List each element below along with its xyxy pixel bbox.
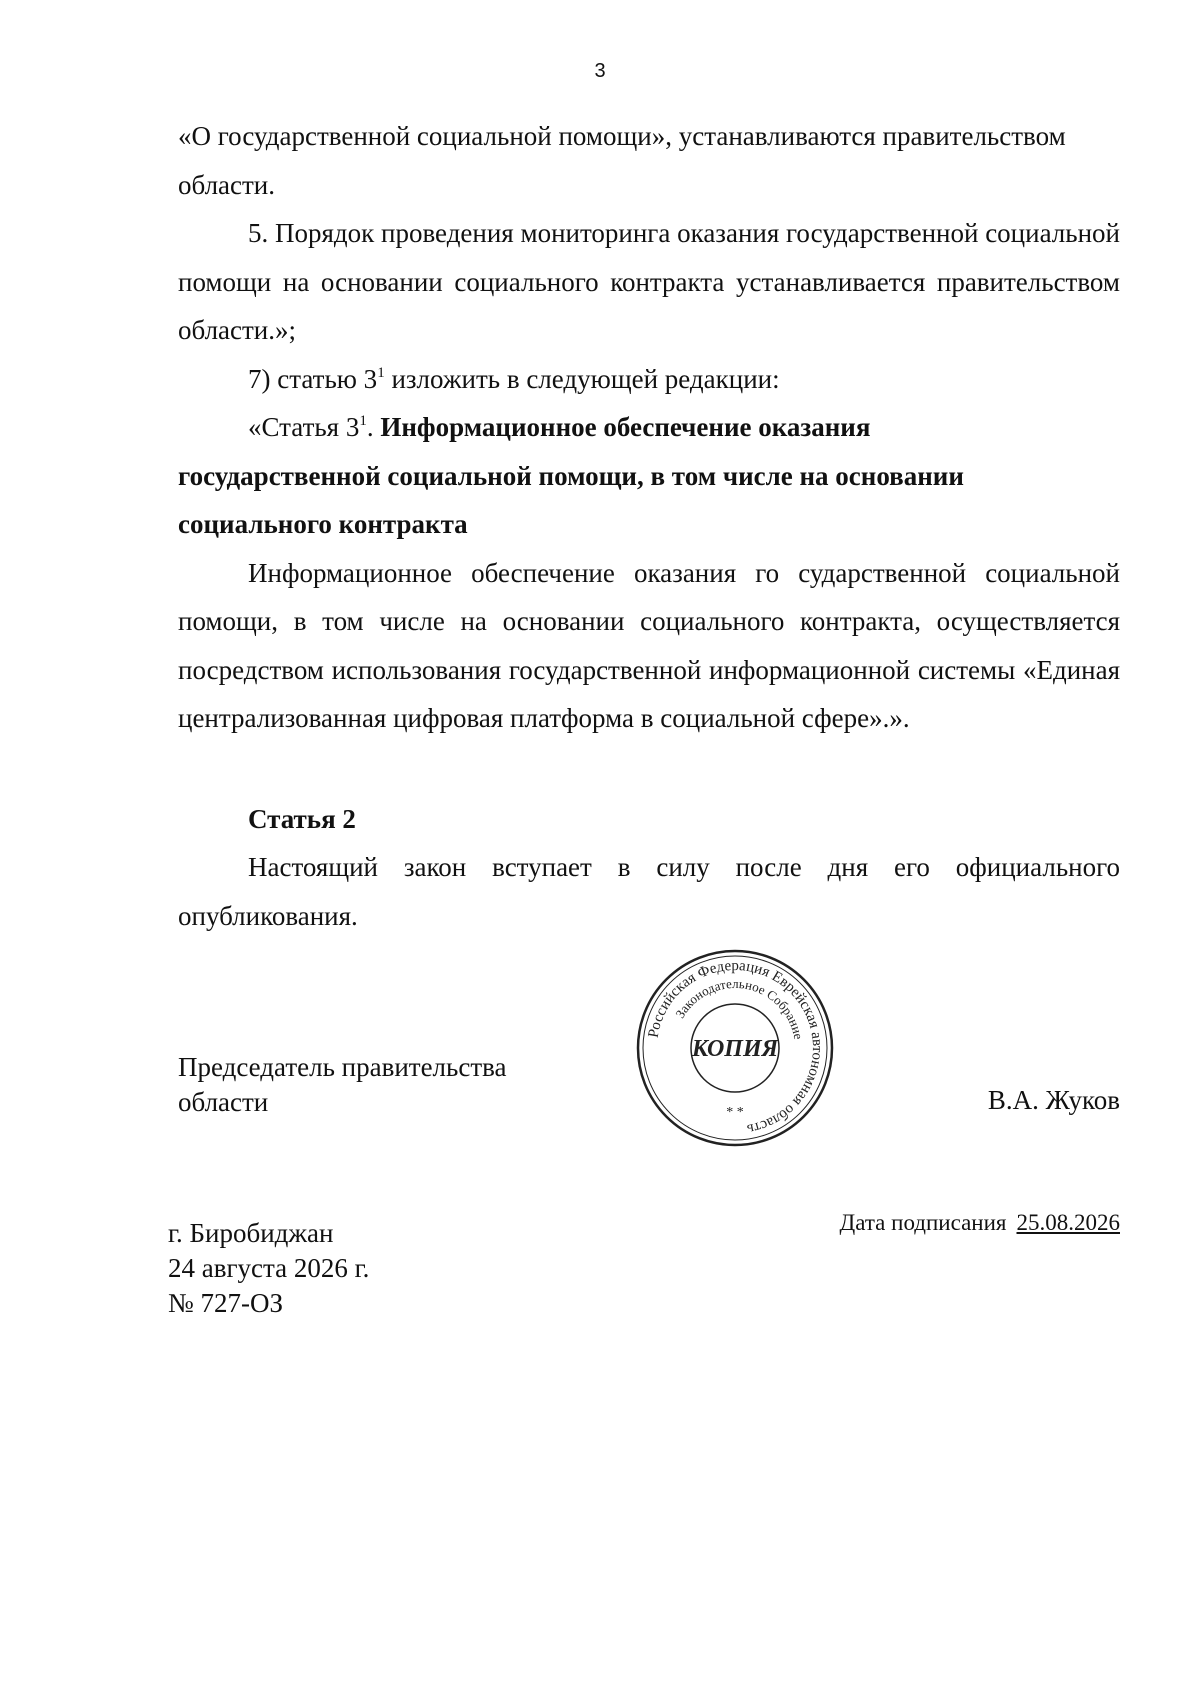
- official-stamp: [635, 948, 835, 1148]
- article-3-1-heading-line-1: [178, 403, 1120, 452]
- signing-date-label: Дата подписания: [839, 1210, 1007, 1235]
- signer-name: В.А. Жуков: [987, 1085, 1120, 1115]
- article-3-1-body: Информационное обеспечение оказания го сударственной социальной помощи, в том числе на основании социального контракта, осуществляется посредством использования государственной информационной системы «Единая централизованная цифровая платформа в социальной сфере».».: [178, 557, 1120, 733]
- superscript: 1: [377, 364, 385, 381]
- law-number: № 727-ОЗ: [168, 1288, 284, 1318]
- article-2-title: Статья 2: [248, 803, 356, 834]
- paragraph-point-5: 5. Порядок проведения мониторинга оказания государственной социальной помощи на основании социального контракта устанавливается правительством области.»;: [178, 218, 1120, 345]
- city: г. Биробиджан: [168, 1218, 334, 1248]
- point-7-text-end: изложить в следующей редакции:: [384, 363, 780, 394]
- article-3-1-dot: .: [366, 412, 381, 442]
- adoption-date: 24 августа 2026 г.: [168, 1253, 370, 1283]
- signing-date-value: 25.08.2026: [1016, 1210, 1120, 1235]
- paragraph-1-line-1: «О государственной социальной помощи», устанавливаются правительством: [178, 121, 1066, 151]
- superscript: 1: [359, 413, 367, 429]
- signer-title-line-1: Председатель правительства: [178, 1052, 507, 1082]
- point-7-text: 7) статью 3: [248, 363, 378, 394]
- stamp-ring-text: Российская Федерация Еврейская автономная область: [645, 957, 826, 1138]
- signer-title-line-2: области: [178, 1087, 269, 1117]
- signing-date: [840, 1210, 1120, 1236]
- stamp-stars: * *: [726, 1105, 744, 1120]
- stamp-center-text: КОПИЯ: [691, 1036, 779, 1062]
- signer-title: [178, 1050, 507, 1120]
- paragraph-1-line-2: области.: [178, 169, 276, 200]
- page-number: 3: [594, 60, 606, 82]
- stamp-inner-ring-text: Законодательное Собрание: [672, 975, 807, 1041]
- paragraph-point-7: [178, 355, 1120, 404]
- article-3-1-title-1: Информационное обеспечение оказания: [380, 412, 871, 442]
- article-3-1-prefix: «Статья 3: [248, 412, 360, 442]
- article-3-1-heading-line-2: государственной социальной помощи, в том числе на основании: [178, 460, 964, 491]
- place-and-number: [168, 1216, 369, 1321]
- article-2-body: Настоящий закон вступает в силу после дня его официального опубликования.: [178, 852, 1120, 931]
- article-3-1-heading-line-3: социального контракта: [178, 509, 468, 539]
- document-body: [178, 112, 1120, 940]
